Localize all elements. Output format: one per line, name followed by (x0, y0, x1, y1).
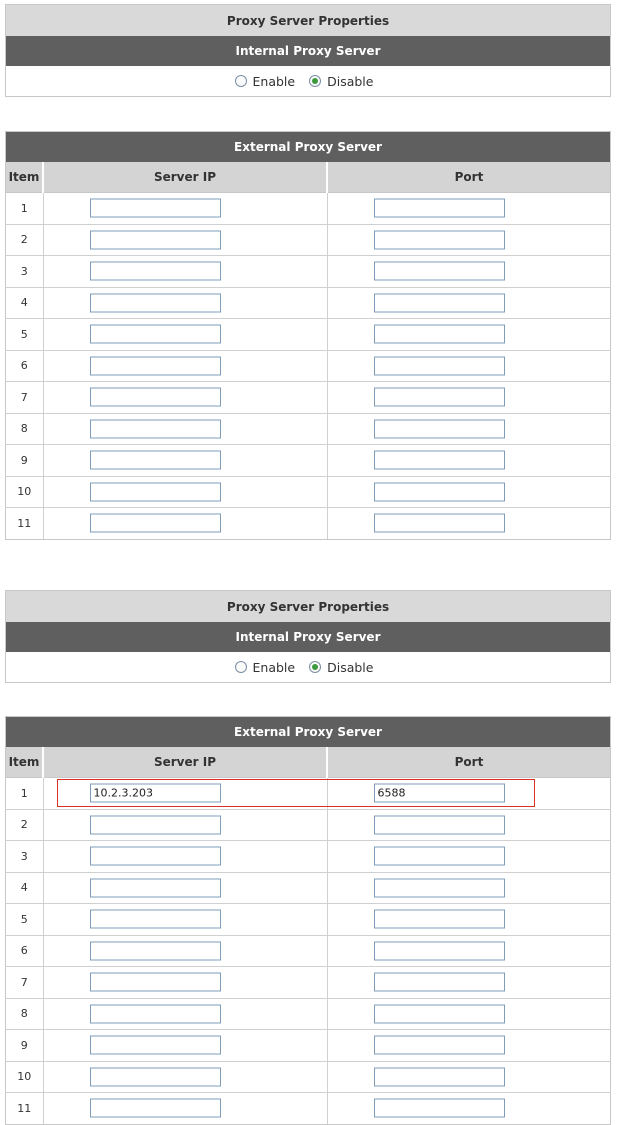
disable-radio-label: Disable (327, 73, 374, 89)
port-cell (327, 998, 610, 1030)
port-input[interactable] (374, 784, 505, 803)
table-row (6, 998, 610, 1030)
enable-radio-label: Enable (252, 73, 296, 89)
port-cell (327, 1093, 610, 1124)
server-ip-input[interactable] (90, 262, 221, 281)
external-proxy-title: External Proxy Server (6, 132, 610, 162)
server-ip-input[interactable] (90, 973, 221, 992)
disable-radio[interactable] (309, 661, 321, 673)
internal-proxy-title: Internal Proxy Server (6, 36, 610, 66)
table-row (6, 967, 610, 999)
proxy-properties-panel-2 (5, 590, 611, 683)
external-proxy-panel-1 (5, 131, 611, 540)
port-input[interactable] (374, 1099, 505, 1118)
properties-title: Proxy Server Properties (6, 5, 610, 36)
port-cell (327, 287, 610, 319)
server-ip-cell (43, 445, 327, 477)
enable-radio[interactable] (235, 661, 247, 673)
server-ip-cell (43, 904, 327, 936)
item-number: 11 (6, 1093, 43, 1124)
table-row (6, 872, 610, 904)
internal-proxy-radio-group (6, 652, 610, 682)
col-server-ip-header: Server IP (43, 747, 327, 778)
table-row (6, 287, 610, 319)
server-ip-input[interactable] (90, 514, 221, 533)
disable-radio-label: Disable (327, 659, 374, 675)
table-row (6, 382, 610, 414)
disable-radio[interactable] (309, 75, 321, 87)
enable-radio-label: Enable (252, 659, 296, 675)
item-number: 8 (6, 998, 43, 1030)
item-number: 7 (6, 967, 43, 999)
server-ip-input[interactable] (90, 1099, 221, 1118)
port-cell (327, 350, 610, 382)
port-cell (327, 904, 610, 936)
server-ip-cell (43, 476, 327, 508)
server-ip-input[interactable] (90, 419, 221, 438)
port-cell (327, 841, 610, 873)
server-ip-cell (43, 508, 327, 539)
server-ip-cell (43, 287, 327, 319)
server-ip-cell (43, 967, 327, 999)
server-ip-input[interactable] (90, 910, 221, 929)
port-cell (327, 413, 610, 445)
table-row (6, 1093, 610, 1124)
table-row (6, 1061, 610, 1093)
server-ip-cell (43, 778, 327, 810)
port-input[interactable] (374, 878, 505, 897)
server-ip-input[interactable] (90, 230, 221, 249)
server-ip-cell (43, 1061, 327, 1093)
external-proxy-panel-2 (5, 716, 611, 1125)
port-input[interactable] (374, 514, 505, 533)
server-ip-cell (43, 1030, 327, 1062)
port-input[interactable] (374, 388, 505, 407)
table-row (6, 350, 610, 382)
server-ip-cell (43, 382, 327, 414)
server-ip-cell (43, 256, 327, 288)
port-input[interactable] (374, 419, 505, 438)
port-cell (327, 872, 610, 904)
properties-title: Proxy Server Properties (6, 591, 610, 622)
col-port-header: Port (327, 747, 610, 778)
table-row (6, 413, 610, 445)
col-item-header: Item (6, 162, 43, 193)
server-ip-input[interactable] (90, 941, 221, 960)
server-ip-input[interactable] (90, 451, 221, 470)
table-row (6, 445, 610, 477)
table-row (6, 778, 610, 810)
server-ip-input[interactable] (90, 325, 221, 344)
item-number: 6 (6, 350, 43, 382)
server-ip-cell (43, 809, 327, 841)
server-ip-input[interactable] (90, 482, 221, 501)
server-ip-cell (43, 413, 327, 445)
port-input[interactable] (374, 262, 505, 281)
port-cell (327, 508, 610, 539)
table-row (6, 904, 610, 936)
server-ip-input[interactable] (90, 784, 221, 803)
port-input[interactable] (374, 815, 505, 834)
port-cell (327, 193, 610, 225)
port-cell (327, 935, 610, 967)
server-ip-cell (43, 350, 327, 382)
port-input[interactable] (374, 230, 505, 249)
table-row (6, 841, 610, 873)
server-ip-input[interactable] (90, 847, 221, 866)
server-ip-input[interactable] (90, 356, 221, 375)
server-ip-input[interactable] (90, 199, 221, 218)
server-ip-input[interactable] (90, 815, 221, 834)
server-ip-cell (43, 841, 327, 873)
table-row (6, 224, 610, 256)
external-proxy-table (6, 162, 610, 539)
port-input[interactable] (374, 293, 505, 312)
table-row (6, 935, 610, 967)
item-number: 5 (6, 904, 43, 936)
port-cell (327, 476, 610, 508)
table-row (6, 193, 610, 225)
server-ip-input[interactable] (90, 1067, 221, 1086)
item-number: 1 (6, 193, 43, 225)
table-row (6, 476, 610, 508)
port-cell (327, 382, 610, 414)
item-number: 5 (6, 319, 43, 351)
item-number: 1 (6, 778, 43, 810)
server-ip-input[interactable] (90, 1036, 221, 1055)
external-proxy-title: External Proxy Server (6, 717, 610, 747)
port-cell (327, 809, 610, 841)
port-cell (327, 224, 610, 256)
port-input[interactable] (374, 1067, 505, 1086)
port-input[interactable] (374, 910, 505, 929)
port-cell (327, 319, 610, 351)
port-cell (327, 967, 610, 999)
item-number: 4 (6, 872, 43, 904)
table-row (6, 319, 610, 351)
item-number: 3 (6, 841, 43, 873)
port-input[interactable] (374, 199, 505, 218)
item-number: 2 (6, 809, 43, 841)
port-input[interactable] (374, 325, 505, 344)
server-ip-input[interactable] (90, 1004, 221, 1023)
item-number: 3 (6, 256, 43, 288)
port-input[interactable] (374, 451, 505, 470)
table-row (6, 1030, 610, 1062)
col-port-header: Port (327, 162, 610, 193)
server-ip-input[interactable] (90, 878, 221, 897)
proxy-properties-panel-1 (5, 4, 611, 97)
server-ip-cell (43, 1093, 327, 1124)
port-cell (327, 445, 610, 477)
item-number: 2 (6, 224, 43, 256)
server-ip-cell (43, 224, 327, 256)
port-cell (327, 256, 610, 288)
item-number: 9 (6, 445, 43, 477)
table-row (6, 809, 610, 841)
external-proxy-table (6, 747, 610, 1124)
item-number: 6 (6, 935, 43, 967)
port-cell (327, 1061, 610, 1093)
port-input[interactable] (374, 1004, 505, 1023)
item-number: 10 (6, 476, 43, 508)
server-ip-cell (43, 193, 327, 225)
port-cell (327, 778, 610, 810)
port-input[interactable] (374, 941, 505, 960)
server-ip-cell (43, 872, 327, 904)
item-number: 7 (6, 382, 43, 414)
port-input[interactable] (374, 356, 505, 375)
server-ip-input[interactable] (90, 388, 221, 407)
item-number: 8 (6, 413, 43, 445)
enable-radio[interactable] (235, 75, 247, 87)
col-item-header: Item (6, 747, 43, 778)
port-input[interactable] (374, 1036, 505, 1055)
table-row (6, 508, 610, 539)
port-input[interactable] (374, 482, 505, 501)
port-input[interactable] (374, 973, 505, 992)
item-number: 4 (6, 287, 43, 319)
port-input[interactable] (374, 847, 505, 866)
table-row (6, 256, 610, 288)
internal-proxy-radio-group (6, 66, 610, 96)
item-number: 11 (6, 508, 43, 539)
server-ip-cell (43, 935, 327, 967)
col-server-ip-header: Server IP (43, 162, 327, 193)
server-ip-cell (43, 319, 327, 351)
server-ip-cell (43, 998, 327, 1030)
port-cell (327, 1030, 610, 1062)
item-number: 10 (6, 1061, 43, 1093)
internal-proxy-title: Internal Proxy Server (6, 622, 610, 652)
server-ip-input[interactable] (90, 293, 221, 312)
item-number: 9 (6, 1030, 43, 1062)
